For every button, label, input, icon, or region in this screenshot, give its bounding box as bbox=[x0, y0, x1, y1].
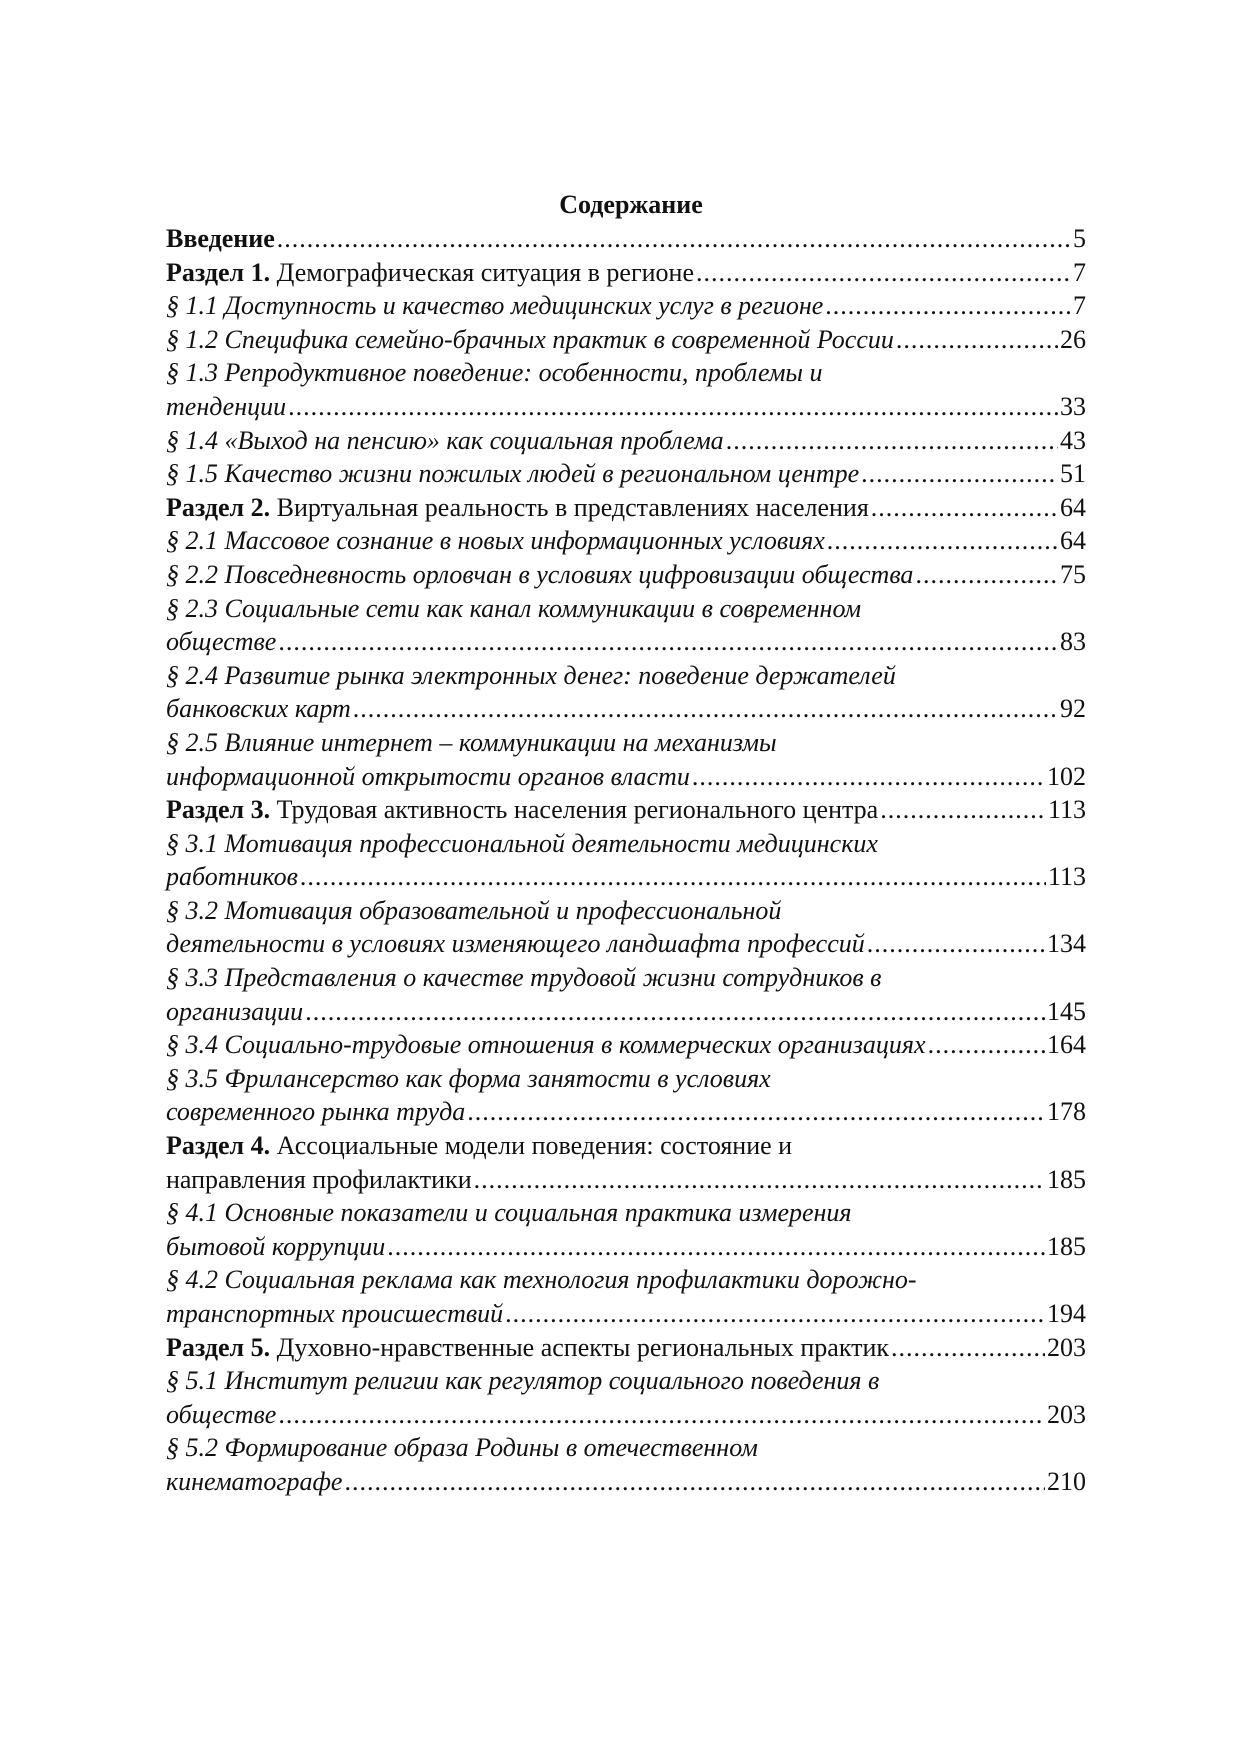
toc-entry-title: Трудовая активность населения регионального центра bbox=[270, 795, 879, 825]
dot-leader bbox=[825, 289, 1071, 323]
table-of-contents bbox=[166, 188, 1086, 1499]
toc-entry-text bbox=[166, 457, 859, 491]
toc-subsection-entry[interactable] bbox=[166, 961, 1086, 1028]
toc-section-entry[interactable] bbox=[166, 256, 1086, 290]
toc-entry-title: § 1.2 Специфика семейно-брачных практик в современной России bbox=[166, 324, 894, 354]
toc-page-number: 102 bbox=[1047, 761, 1086, 791]
toc-entry-text bbox=[166, 760, 690, 794]
dot-leader bbox=[726, 424, 1058, 458]
toc-entry-text bbox=[166, 1230, 385, 1264]
toc-entry-text bbox=[166, 1331, 889, 1365]
toc-page-number: 185 bbox=[1047, 1231, 1086, 1261]
toc-entry-text bbox=[166, 390, 286, 424]
toc-entry-text bbox=[166, 289, 823, 323]
toc-entry-line bbox=[166, 424, 1086, 458]
toc-page-number: 51 bbox=[1060, 459, 1086, 489]
toc-page-number: 26 bbox=[1060, 324, 1086, 354]
toc-entry-text bbox=[166, 1297, 503, 1331]
toc-section-label: Раздел 5. bbox=[166, 1332, 271, 1362]
toc-entry-title: § 3.4 Социально-трудовые отношения в коммерческих организациях bbox=[166, 1030, 926, 1060]
toc-intro-entry[interactable] bbox=[166, 222, 1086, 256]
toc-section-label: Раздел 4. bbox=[166, 1131, 271, 1161]
toc-entry-line bbox=[166, 491, 1086, 525]
toc-entry-line bbox=[166, 457, 1086, 491]
toc-page-number: 178 bbox=[1047, 1097, 1086, 1127]
toc-entry-title: Демографическая ситуация в регионе bbox=[270, 257, 694, 287]
dot-leader bbox=[505, 1297, 1045, 1331]
toc-entry-title: Духовно-нравственные аспекты региональных практик bbox=[270, 1332, 890, 1362]
toc-entry-line bbox=[166, 625, 1086, 659]
toc-entry-line bbox=[166, 995, 1086, 1029]
toc-entry-line bbox=[166, 390, 1086, 424]
toc-entry-title: § 2.1 Массовое сознание в новых информационных условиях bbox=[166, 526, 825, 556]
toc-page-number: 145 bbox=[1047, 996, 1086, 1026]
toc-page-number: 134 bbox=[1047, 929, 1086, 959]
toc-entry-title: Ассоциальные модели поведения: состояние и bbox=[270, 1131, 793, 1161]
toc-entry-text bbox=[166, 860, 298, 894]
toc-entry-line bbox=[166, 1398, 1086, 1432]
toc-entry-title: § 1.5 Качество жизни пожилых людей в региональном центре bbox=[166, 459, 860, 489]
dot-leader bbox=[344, 1465, 1045, 1499]
toc-entry-text bbox=[166, 995, 303, 1029]
dot-leader bbox=[467, 1095, 1045, 1129]
toc-entry-line bbox=[166, 760, 1086, 794]
toc-entry-text bbox=[166, 692, 351, 726]
toc-entry-line bbox=[166, 323, 1086, 357]
dot-leader bbox=[474, 1163, 1045, 1197]
toc-page-number: 113 bbox=[1047, 862, 1086, 892]
dot-leader bbox=[278, 625, 1058, 659]
toc-subsection-entry[interactable] bbox=[166, 457, 1086, 491]
toc-entry-line bbox=[166, 1297, 1086, 1331]
toc-entry-line bbox=[166, 222, 1086, 256]
toc-entry-text bbox=[166, 1398, 276, 1432]
dot-leader bbox=[861, 457, 1058, 491]
toc-entry-title: информационной открытости органов власти bbox=[166, 761, 690, 791]
toc-subsection-entry[interactable] bbox=[166, 524, 1086, 558]
dot-leader bbox=[387, 1230, 1045, 1264]
toc-subsection-entry[interactable] bbox=[166, 1196, 1086, 1263]
toc-page-number: 164 bbox=[1047, 1030, 1086, 1060]
toc-entry-title: § 1.1 Доступность и качество медицинских услуг в регионе bbox=[166, 291, 824, 321]
toc-entry-line bbox=[166, 793, 1086, 827]
toc-entry-first-line: § 4.1 Основные показатели и социальная практика измерения bbox=[166, 1198, 852, 1228]
toc-entry-line bbox=[166, 558, 1086, 592]
dot-leader bbox=[692, 760, 1045, 794]
dot-leader bbox=[300, 860, 1046, 894]
toc-entry-line bbox=[166, 1095, 1086, 1129]
toc-entry-first-line: § 2.3 Социальные сети как канал коммуникации в современном bbox=[166, 593, 862, 623]
toc-entry-first-line: § 3.3 Представления о качестве трудовой жизни сотрудников в bbox=[166, 963, 882, 993]
toc-entry-title: § 2.2 Повседневность орловчан в условиях цифровизации общества bbox=[166, 559, 914, 589]
toc-entry-line bbox=[166, 1465, 1086, 1499]
toc-entry-title: банковских карт bbox=[166, 694, 351, 724]
toc-entry-line bbox=[166, 1028, 1086, 1062]
toc-entry-text bbox=[166, 1163, 472, 1197]
toc-section-label: Раздел 2. bbox=[166, 492, 271, 522]
toc-entry-text bbox=[166, 1028, 926, 1062]
dot-leader bbox=[915, 558, 1058, 592]
toc-entry-line bbox=[166, 692, 1086, 726]
toc-entry-title: организации bbox=[166, 996, 304, 1026]
toc-page-number: 7 bbox=[1073, 291, 1086, 321]
toc-page-number: 43 bbox=[1060, 425, 1086, 455]
toc-entry-title: Виртуальная реальность в представлениях населения bbox=[270, 492, 869, 522]
toc-entry-title: тенденции bbox=[166, 391, 287, 421]
toc-page-number: 113 bbox=[1047, 795, 1086, 825]
dot-leader bbox=[353, 692, 1058, 726]
toc-entry-text bbox=[166, 927, 865, 961]
toc-entry-line bbox=[166, 1163, 1086, 1197]
toc-entry-title: направления профилактики bbox=[166, 1164, 472, 1194]
toc-section-label: Раздел 3. bbox=[166, 795, 271, 825]
toc-subsection-entry[interactable] bbox=[166, 289, 1086, 323]
toc-entry-title: современного рынка труда bbox=[166, 1097, 466, 1127]
toc-entry-title: работников bbox=[166, 862, 298, 892]
toc-subsection-entry[interactable] bbox=[166, 1263, 1086, 1330]
toc-entry-text bbox=[166, 424, 724, 458]
toc-entry-title: кинематографе bbox=[166, 1466, 343, 1496]
dot-leader bbox=[827, 524, 1058, 558]
dot-leader bbox=[891, 1331, 1045, 1365]
dot-leader bbox=[305, 995, 1045, 1029]
toc-entry-line bbox=[166, 256, 1086, 290]
dot-leader bbox=[288, 390, 1058, 424]
toc-entry-first-line: § 5.2 Формирование образа Родины в отечественном bbox=[166, 1433, 758, 1463]
toc-section-entry[interactable] bbox=[166, 491, 1086, 525]
toc-subsection-entry[interactable] bbox=[166, 424, 1086, 458]
toc-list bbox=[166, 222, 1086, 1499]
toc-entry-title: § 1.4 «Выход на пенсию» как социальная проблема bbox=[166, 425, 724, 455]
toc-entry-text bbox=[166, 256, 694, 290]
toc-entry-title: обществе bbox=[166, 1399, 277, 1429]
toc-subsection-entry[interactable] bbox=[166, 1062, 1086, 1129]
dot-leader bbox=[928, 1028, 1045, 1062]
toc-subsection-entry[interactable] bbox=[166, 1431, 1086, 1498]
toc-subsection-entry[interactable] bbox=[166, 1028, 1086, 1062]
toc-entry-first-line: § 2.5 Влияние интернет – коммуникации на механизмы bbox=[166, 727, 777, 757]
toc-entry-title: бытовой коррупции bbox=[166, 1231, 386, 1261]
dot-leader bbox=[871, 491, 1058, 525]
toc-entry-text bbox=[166, 793, 878, 827]
toc-subsection-entry[interactable] bbox=[166, 894, 1086, 961]
dot-leader bbox=[880, 793, 1046, 827]
toc-page-number: 64 bbox=[1060, 526, 1086, 556]
toc-entry-title: деятельности в условиях изменяющего ландшафта профессий bbox=[166, 929, 865, 959]
toc-section-label: Раздел 1. bbox=[166, 257, 271, 287]
toc-entry-first-line: § 3.1 Мотивация профессиональной деятельности медицинских bbox=[166, 828, 878, 858]
toc-page-number: 64 bbox=[1060, 492, 1086, 522]
toc-page-number: 5 bbox=[1073, 224, 1086, 253]
toc-entry-line bbox=[166, 860, 1086, 894]
toc-subsection-entry[interactable] bbox=[166, 323, 1086, 357]
toc-entry-text bbox=[166, 1095, 465, 1129]
toc-subsection-entry[interactable] bbox=[166, 726, 1086, 793]
toc-entry-title: обществе bbox=[166, 627, 277, 657]
toc-page-number: 75 bbox=[1060, 559, 1086, 589]
toc-entry-line bbox=[166, 524, 1086, 558]
dot-leader bbox=[867, 927, 1045, 961]
toc-subsection-entry[interactable] bbox=[166, 1364, 1086, 1431]
toc-entry-first-line bbox=[166, 1129, 1086, 1163]
toc-entry-line bbox=[166, 1331, 1086, 1365]
toc-entry-text bbox=[166, 222, 275, 256]
dot-leader bbox=[696, 256, 1071, 290]
toc-entry-text bbox=[166, 625, 276, 659]
page-title: Содержание bbox=[559, 190, 703, 219]
toc-entry-first-line: § 1.3 Репродуктивное поведение: особенности, проблемы и bbox=[166, 358, 823, 388]
toc-entry-text bbox=[166, 1465, 342, 1499]
toc-entry-line bbox=[166, 289, 1086, 323]
toc-entry-first-line: § 3.2 Мотивация образовательной и профессиональной bbox=[166, 895, 782, 925]
dot-leader bbox=[896, 323, 1058, 357]
toc-subsection-entry[interactable] bbox=[166, 356, 1086, 423]
toc-entry-text bbox=[166, 323, 894, 357]
toc-subsection-entry[interactable] bbox=[166, 827, 1086, 894]
toc-page-number: 92 bbox=[1060, 694, 1086, 724]
toc-entry-text bbox=[166, 558, 913, 592]
toc-subsection-entry[interactable] bbox=[166, 558, 1086, 592]
toc-entry-first-line: § 3.5 Фрилансерство как форма занятости в условиях bbox=[166, 1063, 771, 1093]
toc-section-label: Введение bbox=[166, 224, 275, 253]
toc-page-number: 83 bbox=[1060, 627, 1086, 657]
toc-page-number: 210 bbox=[1047, 1466, 1086, 1496]
toc-entry-first-line: § 2.4 Развитие рынка электронных денег: поведение держателей bbox=[166, 660, 896, 690]
dot-leader bbox=[277, 222, 1071, 256]
toc-entry-text bbox=[166, 491, 869, 525]
toc-page-number: 194 bbox=[1047, 1299, 1086, 1328]
toc-entry-text bbox=[166, 524, 825, 558]
dot-leader bbox=[278, 1398, 1045, 1432]
toc-page-number: 203 bbox=[1047, 1332, 1086, 1362]
toc-section-entry[interactable] bbox=[166, 793, 1086, 827]
toc-subsection-entry[interactable] bbox=[166, 592, 1086, 659]
toc-page-number: 185 bbox=[1047, 1164, 1086, 1194]
toc-entry-title: транспортных происшествий bbox=[166, 1299, 504, 1328]
toc-entry-line bbox=[166, 927, 1086, 961]
toc-subsection-entry[interactable] bbox=[166, 659, 1086, 726]
toc-page-number: 7 bbox=[1073, 257, 1086, 287]
toc-page-number: 33 bbox=[1060, 391, 1086, 421]
toc-page-number: 203 bbox=[1047, 1399, 1086, 1429]
toc-section-entry[interactable] bbox=[166, 1129, 1086, 1196]
toc-entry-first-line: § 5.1 Институт религии как регулятор социального поведения в bbox=[166, 1366, 880, 1396]
toc-entry-first-line: § 4.2 Социальная реклама как технология профилактики дорожно- bbox=[166, 1265, 917, 1295]
toc-section-entry[interactable] bbox=[166, 1331, 1086, 1365]
toc-entry-line bbox=[166, 1230, 1086, 1264]
